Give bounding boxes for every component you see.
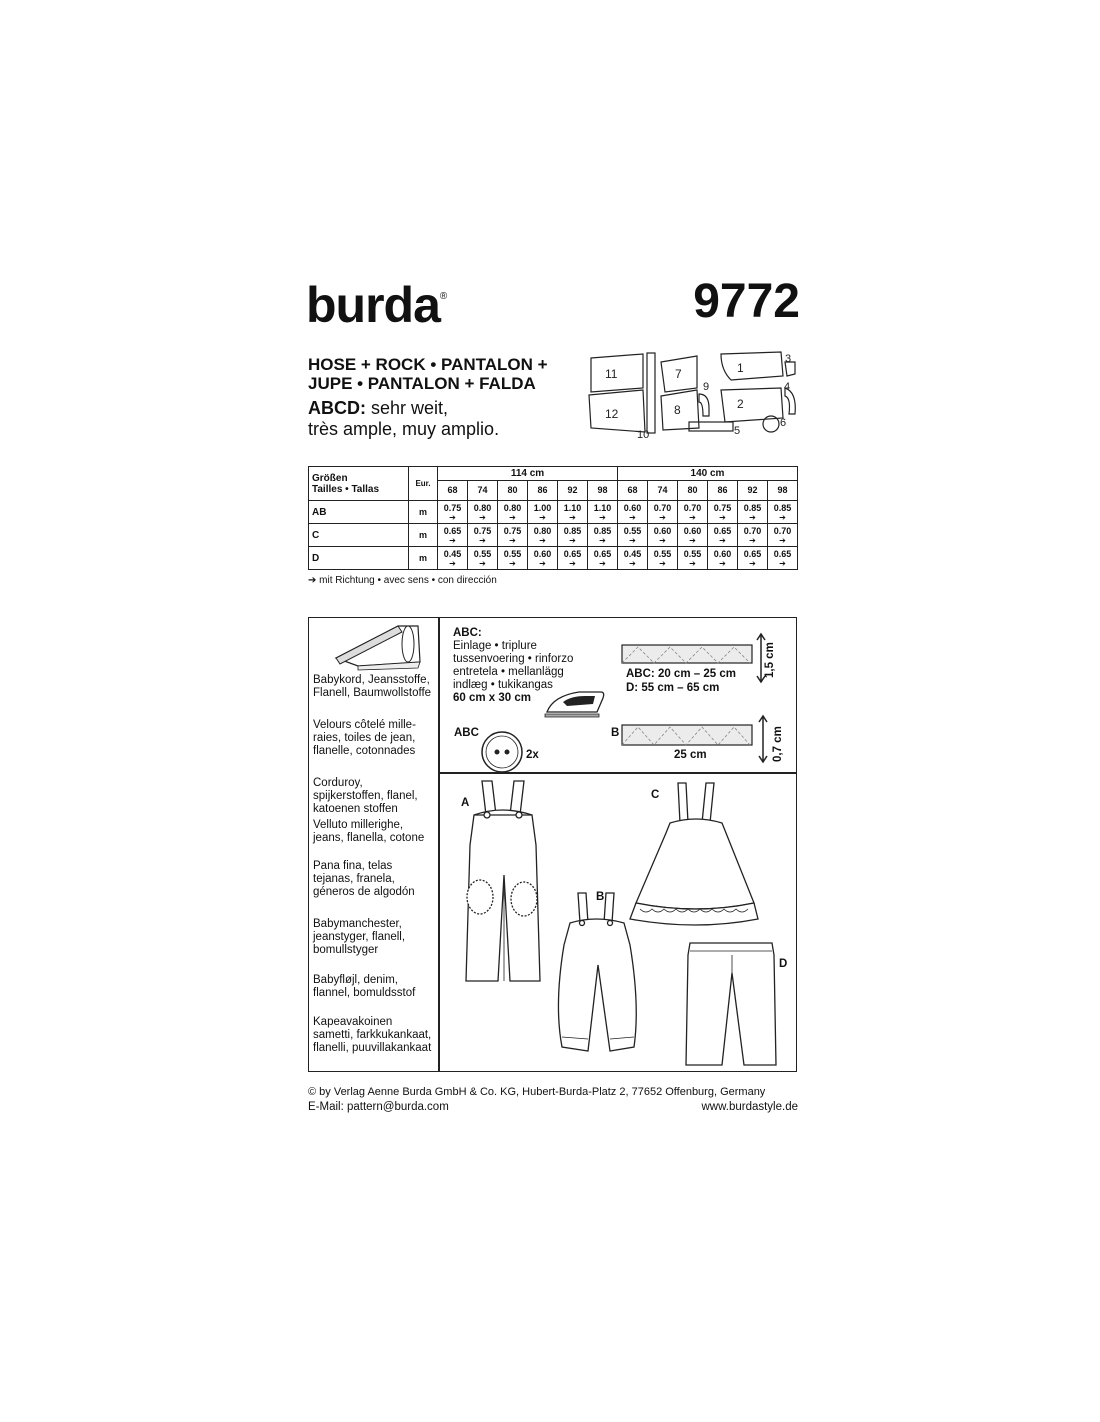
yardage-cell: 0.80 ➔ [528,524,558,547]
yardage-cell: 1.10 ➔ [588,501,618,524]
table-header-row [309,467,798,481]
fabric-list-nl: Corduroy, spijkerstoffen, flanel, katoenen stoffen [313,777,418,815]
interfacing-line: indlæg • tukikangas [453,679,553,691]
yardage-cell: 0.45 ➔ [438,547,468,570]
size-cell: 86 [528,481,558,501]
title-line-2: JUPE • PANTALON + FALDA [308,374,536,393]
size-cell: 92 [738,481,768,501]
size-cell: 98 [768,481,798,501]
view-a-overalls [466,781,540,981]
interfacing-strip-b [620,723,754,749]
yardage-cell: 0.70 ➔ [768,524,798,547]
yardage-cell: 0.55 ➔ [468,547,498,570]
height-arrow-icon [756,714,770,764]
strip-abc-height: 1,5 cm [764,642,776,678]
subtitle-line-2: très ample, muy amplio. [308,419,500,439]
pattern-subtitle [308,398,499,440]
yardage-cell: 0.70 ➔ [648,501,678,524]
yardage-cell: 0.65 ➔ [438,524,468,547]
strip-b-width: 25 cm [674,749,707,761]
pattern-piece-1 [721,352,783,380]
title-line-1: HOSE + ROCK • PANTALON + [308,355,548,374]
subtitle-line-1: sehr weit, [371,398,449,418]
row-unit: m [409,501,438,524]
yardage-cell: 0.55 ➔ [678,547,708,570]
yardage-cell: 0.65 ➔ [768,547,798,570]
subtitle-label: ABCD: [308,398,366,418]
strip-abc-width-1: ABC: 20 cm – 25 cm [626,668,736,680]
view-label-a: A [461,797,470,809]
yardage-cell: 0.60 ➔ [708,547,738,570]
interfacing-line: Einlage • triplure [453,640,537,652]
yardage-cell: 0.55 ➔ [498,547,528,570]
size-cell: 92 [558,481,588,501]
yardage-cell: 0.55 ➔ [618,524,648,547]
yardage-cell: 0.55 ➔ [648,547,678,570]
table-row [309,547,798,570]
button-icon [480,728,528,776]
interfacing-label: ABC: [453,627,482,639]
piece-label-3: 3 [785,353,792,365]
pattern-piece-9 [699,394,709,416]
fabric-list-sv: Babymanchester, jeanstyger, flanell, bomullstyger [313,918,406,956]
fabric-list-fi: Kapeavakoinen sametti, farkkukankaat, flanelli, puuvillakankaat [313,1016,432,1054]
fabric-bolt-icon [328,622,428,672]
row-unit: m [409,547,438,570]
size-cell: 98 [588,481,618,501]
size-cell: 80 [498,481,528,501]
buttons-quantity: 2x [526,749,539,761]
yardage-cell: 0.75 ➔ [708,501,738,524]
yardage-cell: 0.85 ➔ [588,524,618,547]
width-114-header: 114 cm [438,467,618,481]
fabric-list-it: Velluto millerighe, jeans, flanella, cotone [313,819,425,844]
piece-label-10: 10 [637,429,650,440]
eur-header: Eur. [409,467,438,501]
piece-label-2: 2 [737,397,744,411]
interfacing-line: tussenvoering • rinforzo [453,653,574,665]
yardage-cell: 0.65 ➔ [708,524,738,547]
yardage-cell: 0.60 ➔ [648,524,678,547]
pattern-title [308,355,548,393]
piece-label-4: 4 [784,381,791,393]
yardage-cell: 0.75 ➔ [468,524,498,547]
size-cell: 80 [678,481,708,501]
yardage-cell: 0.70 ➔ [738,524,768,547]
yardage-cell: 0.80 ➔ [468,501,498,524]
view-label-c: C [651,789,660,801]
fabric-list-de: Babykord, Jeansstoffe, Flanell, Baumwollstoffe [313,674,432,699]
size-cell: 74 [648,481,678,501]
buttons-label: ABC [454,727,479,739]
pattern-pieces-diagram [585,350,800,440]
view-b-overalls [558,893,636,1051]
email-text: E-Mail: pattern@burda.com [308,1101,449,1113]
yardage-cell: 0.75 ➔ [498,524,528,547]
iron-icon [543,688,607,720]
fabric-list-es: Pana fina, telas tejanas, franela, géneros de algodón [313,860,415,898]
yardage-cell: 0.75 ➔ [438,501,468,524]
strip-b-height: 0,7 cm [772,726,784,762]
table-row [309,524,798,547]
row-label: D [309,547,409,570]
piece-label-8: 8 [674,403,681,417]
yardage-cell: 0.60 ➔ [618,501,648,524]
table-row [309,501,798,524]
garment-illustrations [440,775,795,1070]
piece-label-7: 7 [675,367,682,381]
view-c-dress [630,783,758,925]
strip-abc-width-2: D: 55 cm – 65 cm [626,682,720,694]
yardage-cell: 0.65 ➔ [588,547,618,570]
website-link: www.burdastyle.de [701,1101,798,1113]
size-cell: 74 [468,481,498,501]
footer [308,1085,798,1115]
yardage-cell: 0.60 ➔ [528,547,558,570]
view-label-b: B [596,891,605,903]
yardage-cell: 0.85 ➔ [738,501,768,524]
pattern-piece-10 [647,353,655,433]
copyright-text: © by Verlag Aenne Burda GmbH & Co. KG, Hubert-Burda-Platz 2, 77652 Offenburg, Germany [308,1086,766,1098]
brand-logo: burda® [306,277,447,333]
piece-label-6: 6 [780,417,787,429]
piece-label-1: 1 [737,361,744,375]
yardage-cell: 0.45 ➔ [618,547,648,570]
view-label-d: D [779,958,788,970]
yardage-cell: 1.00 ➔ [528,501,558,524]
piece-label-11: 11 [605,367,618,381]
fabric-list-fr: Velours côtelé mille-raies, toiles de jean, flanelle, cotonnades [313,719,416,757]
yardage-cell: 0.85 ➔ [558,524,588,547]
row-unit: m [409,524,438,547]
size-cell: 68 [438,481,468,501]
piece-label-5: 5 [734,425,741,437]
width-140-header: 140 cm [618,467,798,481]
interfacing-strip-abc [620,643,754,667]
row-label: AB [309,501,409,524]
size-cell: 86 [708,481,738,501]
pattern-number: 9772 [693,275,800,328]
sizes-header: Größen Tailles • Tallas [309,467,409,501]
interfacing-line: entretela • mellanlägg [453,666,564,678]
view-d-pants [686,943,776,1065]
piece-label-12: 12 [605,407,619,421]
yardage-cell: 0.85 ➔ [768,501,798,524]
yardage-cell: 0.65 ➔ [738,547,768,570]
pattern-piece-5 [689,422,733,431]
yardage-cell: 0.60 ➔ [678,524,708,547]
size-cell: 68 [618,481,648,501]
strip-b-label: B [611,727,620,739]
piece-label-9: 9 [703,381,710,393]
row-label: C [309,524,409,547]
yardage-table [308,466,798,570]
yardage-cell: 0.70 ➔ [678,501,708,524]
yardage-cell: 0.65 ➔ [558,547,588,570]
fabric-list-da: Babyfløjl, denim, flannel, bomuldsstof [313,974,416,999]
yardage-cell: 1.10 ➔ [558,501,588,524]
interfacing-size: 60 cm x 30 cm [453,692,532,704]
yardage-cell: 0.80 ➔ [498,501,528,524]
direction-legend: ➔ mit Richtung • avec sens • con dirección [308,575,497,586]
